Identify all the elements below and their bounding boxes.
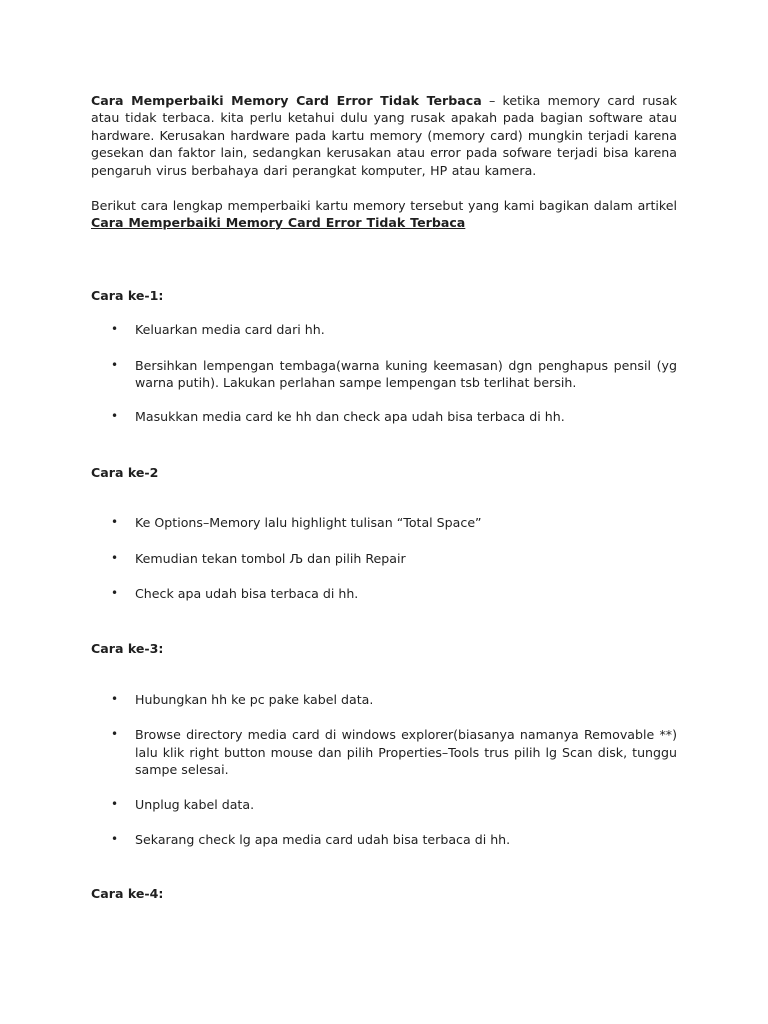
list-item-text: Ke Options–Memory lalu highlight tulisan “Total Space” xyxy=(135,515,482,531)
list-item xyxy=(91,726,677,778)
bullet-icon: • xyxy=(111,357,119,372)
section-list-2 xyxy=(91,514,677,602)
list-item-text: Browse directory media card di windows explorer(biasanya namanya Removable **) lalu klik right button mouse dan pilih Properties–Tools trus pilih lg Scan disk, tunggu sampe selesai. xyxy=(135,727,677,778)
section-heading-4: Cara ke-4: xyxy=(91,886,164,902)
list-item xyxy=(91,357,677,392)
list-item xyxy=(91,321,677,338)
bullet-icon: • xyxy=(111,831,119,846)
list-item xyxy=(91,408,677,425)
list-item-text: Sekarang check lg apa media card udah bisa terbaca di hh. xyxy=(135,831,511,847)
bullet-icon: • xyxy=(111,322,119,337)
section-list-3 xyxy=(91,691,677,848)
section-list-1 xyxy=(91,321,677,426)
list-item xyxy=(91,550,677,567)
list-item-text: Unplug kabel data. xyxy=(135,796,255,812)
list-item-text: Hubungkan hh ke pc pake kabel data. xyxy=(135,691,374,707)
article-link[interactable]: Cara Memperbaiki Memory Card Error Tidak Terbaca xyxy=(91,215,466,231)
section-heading-2: Cara ke-2 xyxy=(91,464,159,480)
article-prefix: Berikut cara lengkap memperbaiki kartu memory tersebut yang kami bagikan dalam artikel xyxy=(91,198,677,214)
article-paragraph xyxy=(91,197,677,232)
bullet-icon: • xyxy=(111,586,119,601)
section-heading-3: Cara ke-3: xyxy=(91,640,164,656)
list-item-text: Kemudian tekan tombol Љ dan pilih Repair xyxy=(135,550,406,566)
list-item-text: Keluarkan media card dari hh. xyxy=(135,322,325,338)
list-item-text: Check apa udah bisa terbaca di hh. xyxy=(135,586,359,602)
bullet-icon: • xyxy=(111,691,119,706)
bullet-icon: • xyxy=(111,796,119,811)
intro-paragraph xyxy=(91,92,677,179)
list-item xyxy=(91,585,677,602)
bullet-icon: • xyxy=(111,409,119,424)
bullet-icon: • xyxy=(111,515,119,530)
bullet-icon: • xyxy=(111,727,119,742)
list-item-text: Bersihkan lempengan tembaga(warna kuning keemasan) dgn penghapus pensil (yg warna putih). Lakukan perlahan sampe lempengan tsb terlihat bersih. xyxy=(135,357,677,391)
document-content xyxy=(91,92,677,903)
list-item-text: Masukkan media card ke hh dan check apa udah bisa terbaca di hh. xyxy=(135,409,565,425)
list-item xyxy=(91,831,677,848)
bullet-icon: • xyxy=(111,550,119,565)
intro-title: Cara Memperbaiki Memory Card Error Tidak Terbaca xyxy=(91,93,482,108)
list-item xyxy=(91,796,677,813)
section-heading-1: Cara ke-1: xyxy=(91,287,164,303)
intro-body: – ketika memory card rusak atau tidak terbaca. kita perlu ketahui dulu yang rusak apakah pada bagian software atau hardware. Kerusakan hardware pada kartu memory (memory card) mungkin terjadi karena gesekan dan faktor lain, sedangkan kerusakan atau error pada sofware terjadi bisa karena pengaruh virus berbahaya dari perangkat komputer, HP atau kamera. xyxy=(91,93,677,178)
list-item xyxy=(91,514,677,531)
list-item xyxy=(91,691,677,708)
